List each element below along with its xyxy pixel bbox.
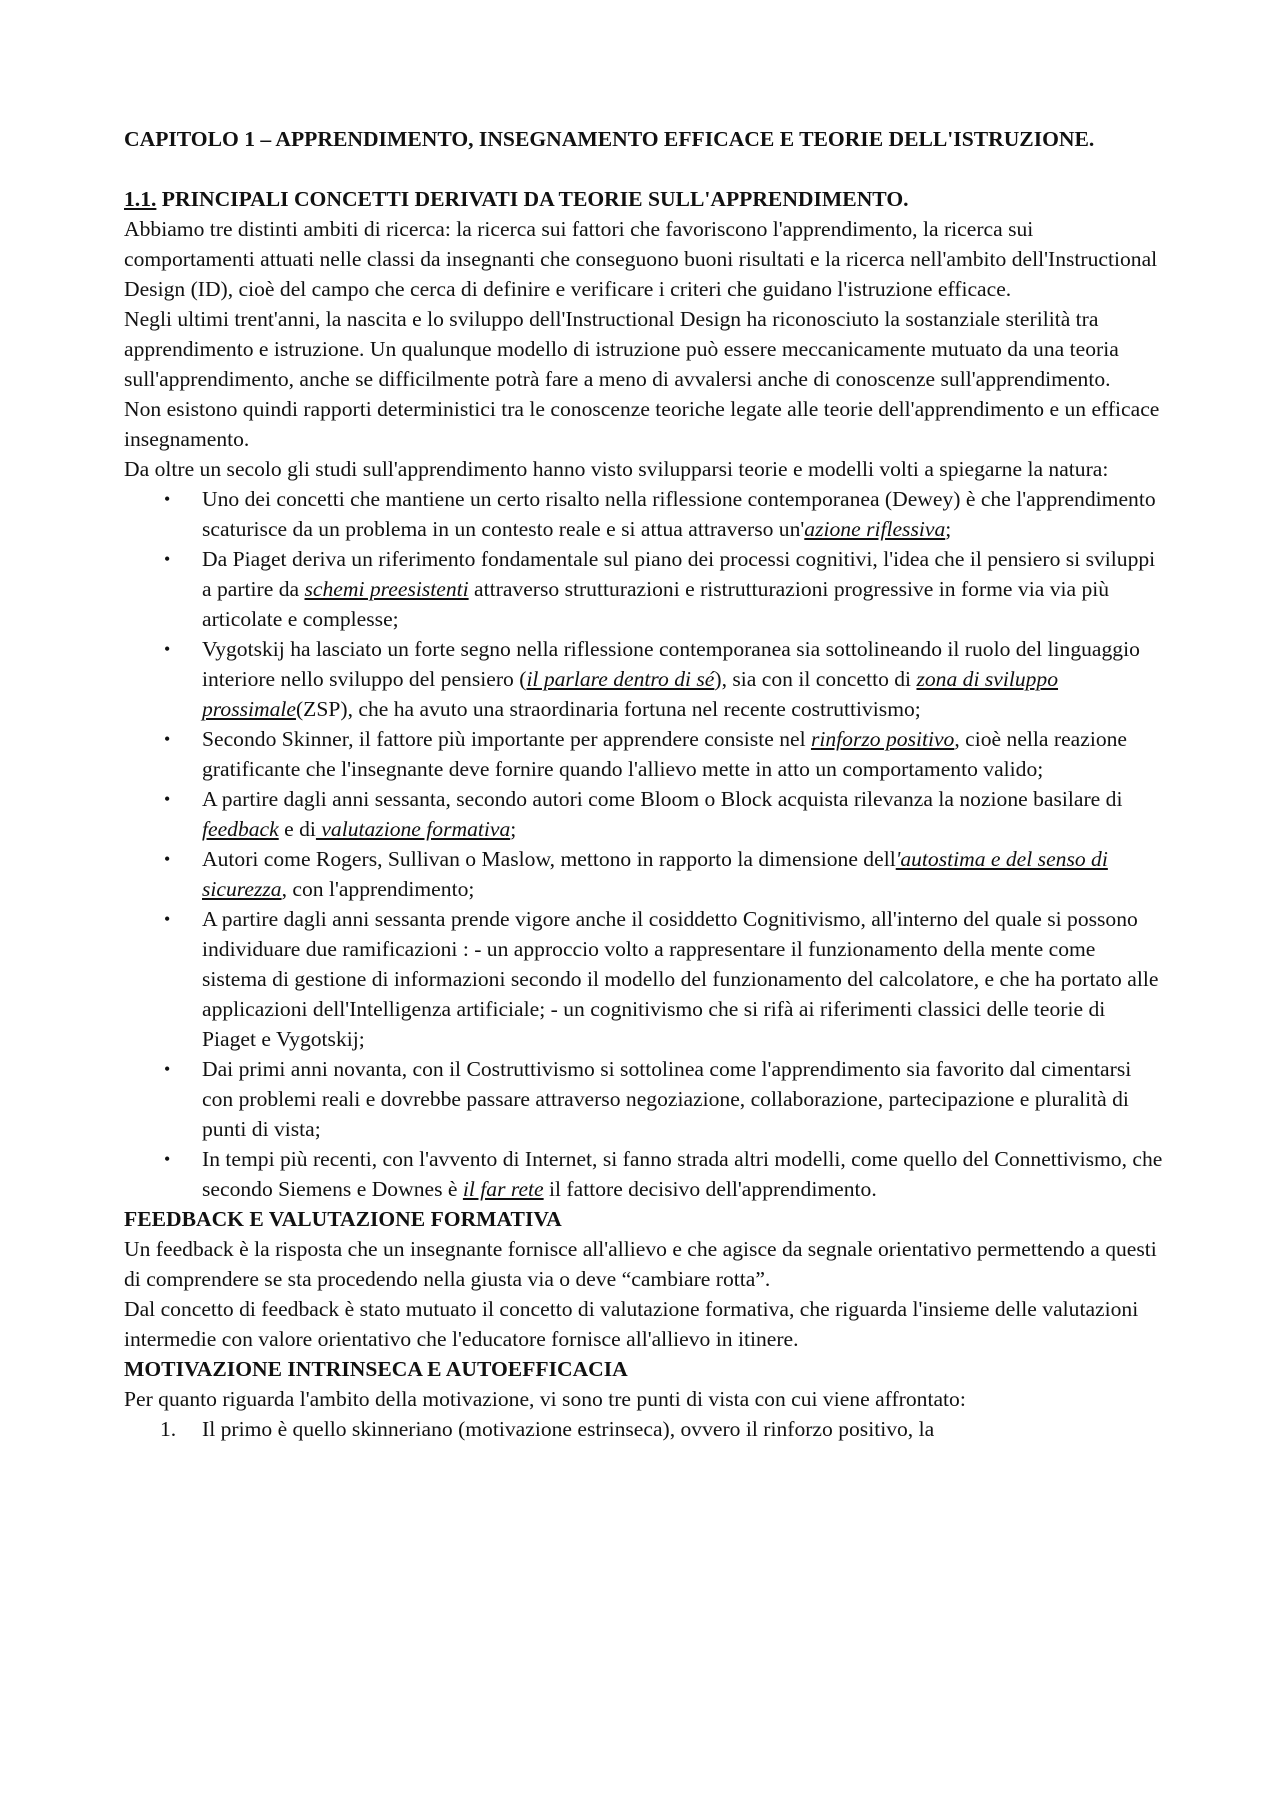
list-item-text: attraverso strutturazioni e ristrutturazioni progressive in forme via via più articolate e complesse; (202, 577, 1110, 631)
numbered-item (160, 1414, 1164, 1444)
list-item-text: A partire dagli anni sessanta prende vigore anche il cosiddetto Cognitivismo, all'interno del quale si possono individuare due ramificazioni : - un approccio volto a rappresentare il funzionamento della mente come sistema di gestione di informazioni secondo il modello del funzionamento del calcolatore, e che ha portato alle applicazioni dell'Intelligenza artificiale; - un cognitivismo che si rifà ai riferimenti classici delle teorie di Piaget e Vygotskij; (202, 907, 1159, 1051)
list-item-text: , cioè nella reazione gratificante che l'insegnante deve fornire quando l'allievo mette in atto un comportamento valido; (202, 727, 1128, 781)
list-item-text: Da Piaget deriva un riferimento fondamentale sul piano dei processi cognitivi, l'idea che il pensiero si sviluppi a partire da (202, 547, 1156, 601)
numbered-item-text: Il primo è quello skinneriano (motivazione estrinseca), ovvero il rinforzo positivo, la (202, 1417, 935, 1441)
list-item-text: ), sia con il concetto di (714, 667, 917, 691)
emphasis-term: rinforzo positivo (810, 727, 955, 751)
list-item-connettivismo (164, 1144, 1164, 1204)
theories-list (124, 484, 1164, 1204)
document-page (124, 124, 1164, 1444)
bullet-icon: • (164, 639, 171, 659)
emphasis-term: 'autostima e del senso di sicurezza (202, 847, 1108, 901)
list-item-text: Dai primi anni novanta, con il Costruttivismo si sottolinea come l'apprendimento sia favorito dal cimentarsi con problemi reali e dovrebbe passare attraverso negoziazione, collaborazione, partecipazione e pluralità di punti di vista; (202, 1057, 1132, 1141)
paragraph-theories-intro: Da oltre un secolo gli studi sull'apprendimento hanno visto svilupparsi teorie e modelli volti a spiegarne la natura: (124, 457, 1109, 481)
list-item-rogers (164, 844, 1164, 904)
bullet-icon: • (164, 729, 171, 749)
section-number: 1.1. (124, 187, 157, 211)
item-number: 1. (160, 1417, 177, 1441)
paragraph-motivation-intro: Per quanto riguarda l'ambito della motivazione, vi sono tre punti di vista con cui viene affrontato: (124, 1387, 966, 1411)
list-item-text: Autori come Rogers, Sullivan o Maslow, mettono in rapporto la dimensione dell (202, 847, 896, 871)
bullet-icon: • (164, 789, 171, 809)
emphasis-term: valutazione formativa (315, 817, 511, 841)
chapter-title: CAPITOLO 1 – APPRENDIMENTO, INSEGNAMENTO EFFICACE E TEORIE DELL'ISTRUZIONE. (124, 127, 1095, 151)
emphasis-term: feedback (202, 817, 279, 841)
list-item-bloom (164, 784, 1164, 844)
list-item-text: ; (510, 817, 517, 841)
bullet-icon: • (164, 849, 171, 869)
bullet-icon: • (164, 489, 171, 509)
bullet-icon: • (164, 1059, 171, 1079)
list-item-text: il fattore decisivo dell'apprendimento. (543, 1177, 877, 1201)
blank-line (124, 154, 1164, 184)
list-item-text: Uno dei concetti che mantiene un certo risalto nella riflessione contemporanea (Dewey) è che l'apprendimento scaturisce da un problema in un contesto reale e si attua attraverso un' (202, 487, 1156, 541)
bullet-icon: • (164, 1149, 171, 1169)
bullet-icon: • (164, 909, 171, 929)
list-item-vygotskij (164, 634, 1164, 724)
bullet-icon: • (164, 549, 171, 569)
list-item-text: ; (945, 517, 952, 541)
emphasis-term: azione riflessiva (804, 517, 946, 541)
section-heading-1-1 (124, 184, 1164, 214)
emphasis-term: zona di sviluppo prossimale (202, 667, 1059, 721)
list-item-costruttivismo (164, 1054, 1164, 1144)
motivation-list (124, 1414, 1164, 1444)
paragraph-instructional-design: Negli ultimi trent'anni, la nascita e lo sviluppo dell'Instructional Design ha riconosciuto la sostanziale sterilità tra apprendimento e istruzione. Un qualunque modello di istruzione può essere meccanicamente mutuato da una teoria sull'apprendimento, anche se difficilmente potrà fare a meno di avvalersi anche di conoscenze sull'apprendimento. (124, 307, 1119, 391)
feedback-heading: FEEDBACK E VALUTAZIONE FORMATIVA (124, 1207, 562, 1231)
list-item-cognitivismo (164, 904, 1164, 1054)
paragraph-deterministic: Non esistono quindi rapporti deterministici tra le conoscenze teoriche legate alle teorie dell'apprendimento e un efficace insegnamento. (124, 397, 1160, 451)
list-item-text: Vygotskij ha lasciato un forte segno nella riflessione contemporanea sia sottolineando il ruolo del linguaggio interiore nello sviluppo del pensiero ( (202, 637, 1140, 691)
list-item-piaget (164, 544, 1164, 634)
emphasis-term: il far rete (462, 1177, 544, 1201)
list-item-text: Secondo Skinner, il fattore più importante per apprendere consiste nel (202, 727, 811, 751)
list-item-skinner (164, 724, 1164, 784)
paragraph-research-areas: Abbiamo tre distinti ambiti di ricerca: la ricerca sui fattori che favoriscono l'apprendimento, la ricerca sui comportamenti attuati nelle classi da insegnanti che conseguono buoni risultati e la ricerca nell'ambito dell'Instructional Design (ID), cioè del campo che cerca di definire e verificare i criteri che guidano l'istruzione efficace. (124, 217, 1158, 301)
motivation-heading: MOTIVAZIONE INTRINSECA E AUTOEFFICACIA (124, 1357, 628, 1381)
list-item-text: A partire dagli anni sessanta, secondo autori come Bloom o Block acquista rilevanza la nozione basilare di (202, 787, 1123, 811)
paragraph-formative-evaluation: Dal concetto di feedback è stato mutuato il concetto di valutazione formativa, che riguarda l'insieme delle valutazioni intermedie con valore orientativo che l'educatore fornisce all'allievo in itinere. (124, 1297, 1139, 1351)
list-item-text: , con l'apprendimento; (281, 877, 475, 901)
list-item-text: (ZSP), che ha avuto una straordinaria fortuna nel recente costruttivismo; (295, 697, 921, 721)
section-title: PRINCIPALI CONCETTI DERIVATI DA TEORIE SULL'APPRENDIMENTO. (156, 187, 909, 211)
list-item-dewey (164, 484, 1164, 544)
list-item-text: e di (278, 817, 316, 841)
emphasis-term: schemi preesistenti (304, 577, 469, 601)
paragraph-feedback-definition: Un feedback è la risposta che un insegnante fornisce all'allievo e che agisce da segnale orientativo permettendo a questi di comprendere se sta procedendo nella giusta via o deve “cambiare rotta”. (124, 1237, 1157, 1291)
list-item-text: In tempi più recenti, con l'avvento di Internet, si fanno strada altri modelli, come quello del Connettivismo, che secondo Siemens e Downes è (202, 1147, 1163, 1201)
emphasis-term: il parlare dentro di sé (526, 667, 715, 691)
